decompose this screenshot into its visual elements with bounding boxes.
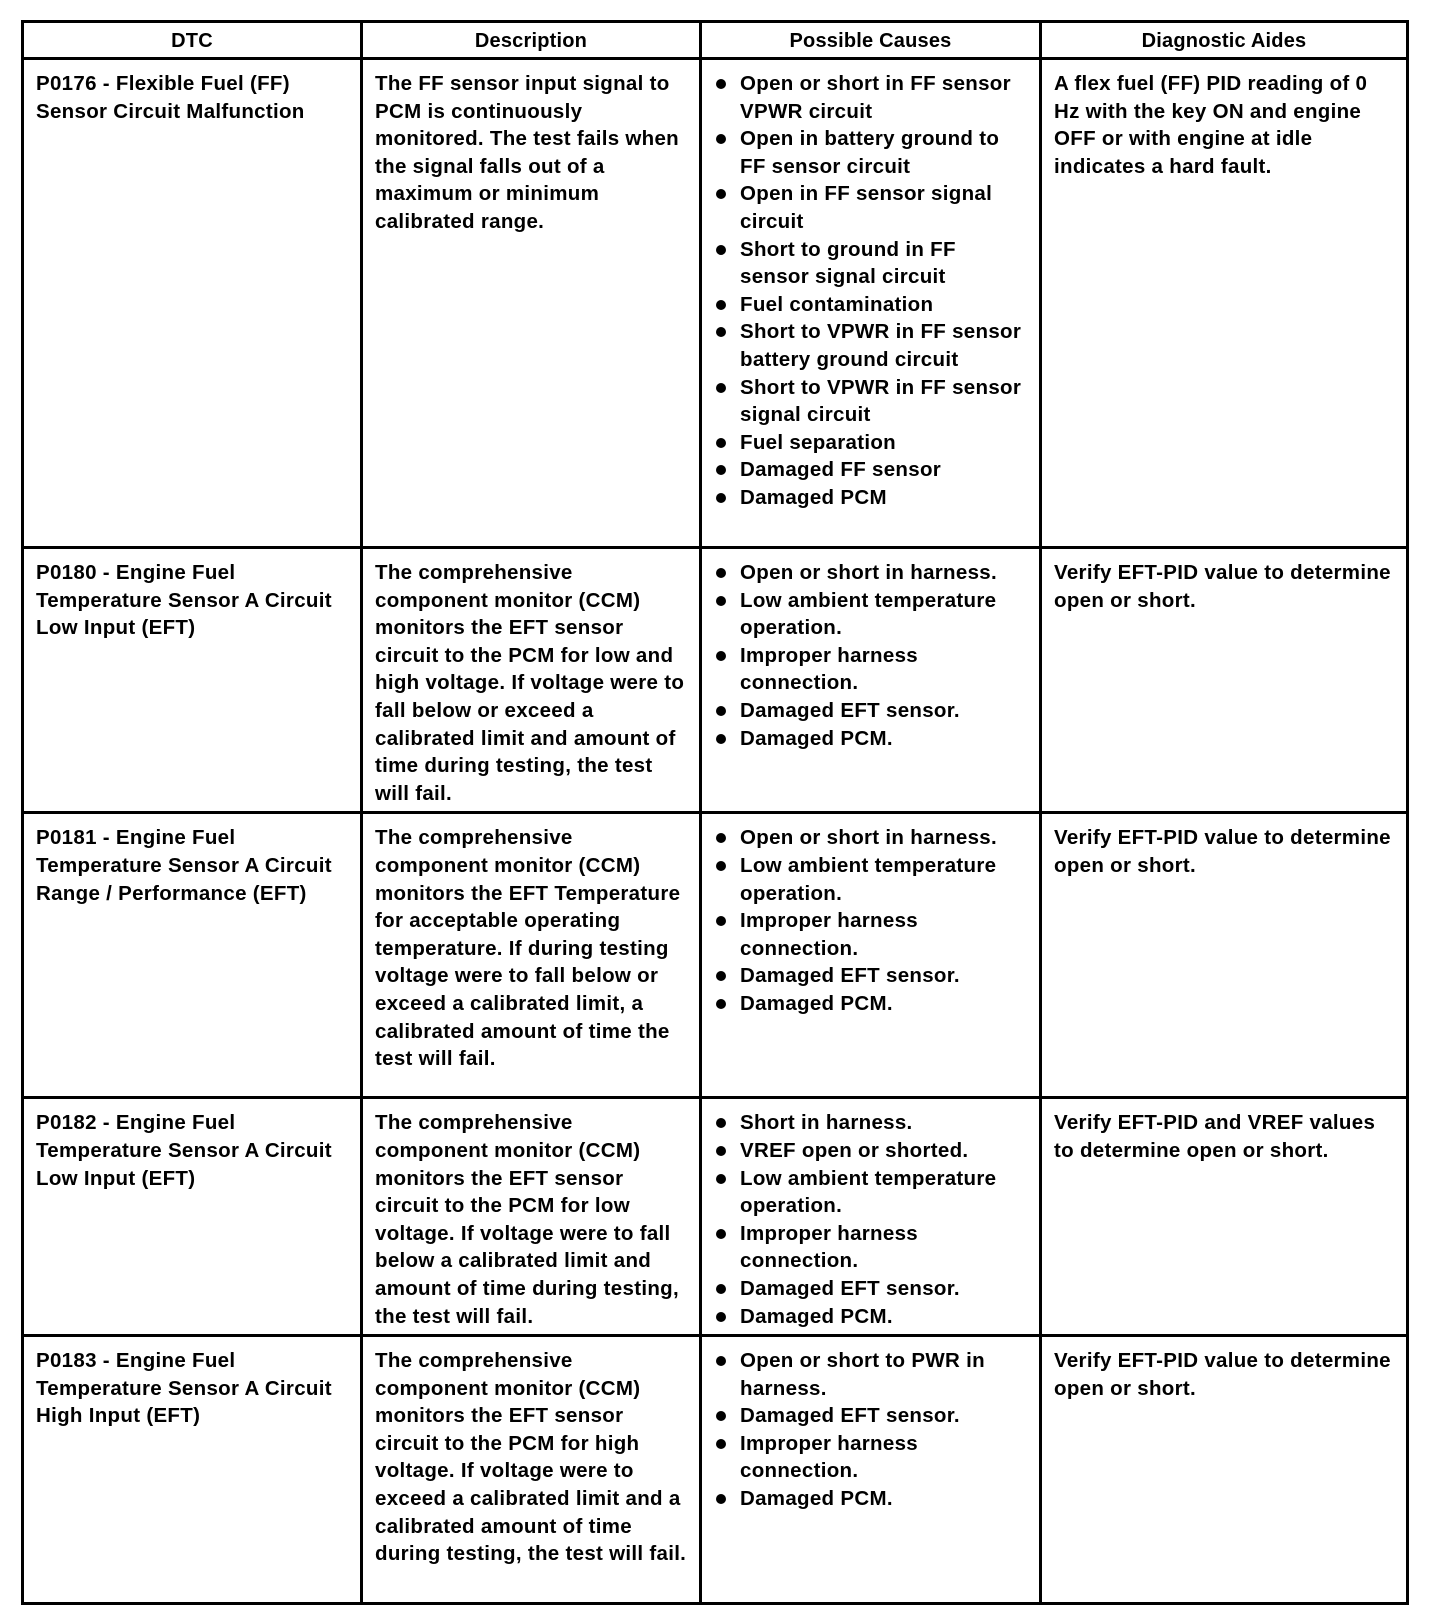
cause-text: Short in harness. bbox=[740, 1111, 913, 1135]
diagnostic-aides-cell: Verify EFT-PID value to determine open or short. bbox=[1041, 1336, 1408, 1604]
cause-item bbox=[714, 125, 1029, 180]
cause-item bbox=[714, 291, 1029, 319]
cause-text: Low ambient temperature operation. bbox=[740, 588, 997, 640]
bullet-icon bbox=[716, 1356, 726, 1366]
cause-text: Damaged EFT sensor. bbox=[740, 698, 960, 722]
cause-text: Damaged EFT sensor. bbox=[740, 964, 960, 988]
dtc-code-cell: P0176 - Flexible Fuel (FF) Sensor Circuit Malfunction bbox=[23, 59, 362, 548]
cause-item bbox=[714, 559, 1029, 587]
cause-item bbox=[714, 180, 1029, 235]
description-cell: The comprehensive component monitor (CCM) monitors the EFT sensor circuit to the PCM for low and high voltage. If voltage were to fall below or exceed a calibrated limit and amount of time during testing, the test will fail. bbox=[362, 548, 701, 813]
description-cell: The comprehensive component monitor (CCM) monitors the EFT sensor circuit to the PCM for low voltage. If voltage were to fall below a calibrated limit and amount of time during testing, the test will fail. bbox=[362, 1098, 701, 1336]
bullet-icon bbox=[716, 465, 726, 475]
bullet-icon bbox=[716, 651, 726, 661]
cause-item bbox=[714, 1275, 1029, 1303]
table-body bbox=[23, 59, 1408, 1604]
cause-item bbox=[714, 1402, 1029, 1430]
bullet-icon bbox=[716, 999, 726, 1009]
cause-text: Improper harness connection. bbox=[740, 909, 918, 960]
bullet-icon bbox=[716, 1439, 726, 1449]
bullet-icon bbox=[716, 189, 726, 199]
possible-causes-cell bbox=[701, 548, 1041, 813]
bullet-icon bbox=[716, 1229, 726, 1239]
cause-text: Fuel separation bbox=[740, 430, 897, 454]
table-row bbox=[23, 813, 1408, 1098]
cause-item bbox=[714, 1347, 1029, 1402]
cause-text: Damaged FF sensor bbox=[740, 458, 942, 482]
cause-list bbox=[714, 559, 1029, 752]
cause-list bbox=[714, 1347, 1029, 1513]
header-possible-causes: Possible Causes bbox=[701, 22, 1041, 59]
cause-text: Improper harness connection. bbox=[740, 1221, 918, 1273]
description-cell: The comprehensive component monitor (CCM) monitors the EFT sensor circuit to the PCM for high voltage. If voltage were to exceed a calibrated limit and a calibrated amount of time during testing, the test will fail. bbox=[362, 1336, 701, 1604]
bullet-icon bbox=[716, 861, 726, 871]
possible-causes-cell bbox=[701, 59, 1041, 548]
diagnostic-aides-cell: Verify EFT-PID value to determine open or short. bbox=[1041, 813, 1408, 1098]
cause-item bbox=[714, 70, 1029, 125]
cause-item bbox=[714, 1109, 1029, 1137]
bullet-icon bbox=[716, 245, 726, 255]
bullet-icon bbox=[716, 300, 726, 310]
cause-text: Damaged PCM. bbox=[740, 726, 893, 750]
cause-text: Open in FF sensor signal circuit bbox=[740, 182, 993, 233]
table-row bbox=[23, 548, 1408, 813]
cause-item bbox=[714, 587, 1029, 642]
bullet-icon bbox=[716, 383, 726, 393]
diagnostic-aides-cell: A flex fuel (FF) PID reading of 0 Hz with the key ON and engine OFF or with engine at idle indicates a hard fault. bbox=[1041, 59, 1408, 548]
cause-text: Low ambient temperature operation. bbox=[740, 1166, 997, 1218]
bullet-icon bbox=[716, 1494, 726, 1504]
table-header-row bbox=[23, 22, 1408, 59]
cause-item bbox=[714, 484, 1029, 512]
dtc-code-cell: P0181 - Engine Fuel Temperature Sensor A Circuit Range / Performance (EFT) bbox=[23, 813, 362, 1098]
possible-causes-cell bbox=[701, 813, 1041, 1098]
possible-causes-cell bbox=[701, 1336, 1041, 1604]
diagnostic-aides-cell: Verify EFT-PID value to determine open or short. bbox=[1041, 548, 1408, 813]
bullet-icon bbox=[716, 1284, 726, 1294]
cause-item bbox=[714, 1430, 1029, 1485]
header-diagnostic-aides: Diagnostic Aides bbox=[1041, 22, 1408, 59]
cause-item bbox=[714, 456, 1029, 484]
bullet-icon bbox=[716, 1312, 726, 1322]
bullet-icon bbox=[716, 1146, 726, 1156]
cause-text: Short to VPWR in FF sensor signal circuit bbox=[740, 375, 1022, 427]
cause-item bbox=[714, 852, 1029, 907]
cause-item bbox=[714, 318, 1029, 373]
table-row bbox=[23, 59, 1408, 548]
cause-item bbox=[714, 725, 1029, 753]
cause-item bbox=[714, 962, 1029, 990]
cause-text: Open or short in FF sensor VPWR circuit bbox=[740, 72, 1011, 123]
cause-list bbox=[714, 1109, 1029, 1330]
cause-text: Low ambient temperature operation. bbox=[740, 853, 997, 905]
bullet-icon bbox=[716, 706, 726, 716]
bullet-icon bbox=[716, 438, 726, 448]
cause-text: Improper harness connection. bbox=[740, 1431, 918, 1483]
cause-text: Open or short to PWR in harness. bbox=[740, 1349, 985, 1400]
description-cell: The comprehensive component monitor (CCM) monitors the EFT Temperature for acceptable operating temperature. If during testing voltage were to fall below or exceed a calibrated limit, a calibrated amount of time the test will fail. bbox=[362, 813, 701, 1098]
cause-item bbox=[714, 1485, 1029, 1513]
diagnostic-aides-cell: Verify EFT-PID and VREF values to determine open or short. bbox=[1041, 1098, 1408, 1336]
cause-text: Damaged PCM. bbox=[740, 1487, 893, 1511]
cause-item bbox=[714, 824, 1029, 852]
cause-item bbox=[714, 429, 1029, 457]
header-description: Description bbox=[362, 22, 701, 59]
cause-text: Damaged PCM. bbox=[740, 991, 893, 1015]
cause-item bbox=[714, 642, 1029, 697]
bullet-icon bbox=[716, 568, 726, 578]
cause-item bbox=[714, 1220, 1029, 1275]
bullet-icon bbox=[716, 1118, 726, 1128]
cause-text: Damaged EFT sensor. bbox=[740, 1404, 960, 1428]
dtc-code-cell: P0183 - Engine Fuel Temperature Sensor A Circuit High Input (EFT) bbox=[23, 1336, 362, 1604]
bullet-icon bbox=[716, 327, 726, 337]
bullet-icon bbox=[716, 971, 726, 981]
cause-text: Damaged EFT sensor. bbox=[740, 1276, 960, 1300]
cause-item bbox=[714, 236, 1029, 291]
cause-text: Open in battery ground to FF sensor circuit bbox=[740, 127, 1000, 178]
cause-item bbox=[714, 1165, 1029, 1220]
cause-item bbox=[714, 374, 1029, 429]
cause-text: Short to VPWR in FF sensor battery ground circuit bbox=[740, 320, 1022, 371]
cause-text: Damaged PCM bbox=[740, 485, 887, 509]
cause-text: VREF open or shorted. bbox=[740, 1138, 969, 1162]
header-dtc: DTC bbox=[23, 22, 362, 59]
cause-list bbox=[714, 70, 1029, 512]
cause-item bbox=[714, 1137, 1029, 1165]
bullet-icon bbox=[716, 1174, 726, 1184]
cause-item bbox=[714, 1303, 1029, 1331]
bullet-icon bbox=[716, 734, 726, 744]
description-cell: The FF sensor input signal to PCM is continuously monitored. The test fails when the signal falls out of a maximum or minimum calibrated range. bbox=[362, 59, 701, 548]
dtc-code-cell: P0180 - Engine Fuel Temperature Sensor A Circuit Low Input (EFT) bbox=[23, 548, 362, 813]
bullet-icon bbox=[716, 134, 726, 144]
cause-text: Damaged PCM. bbox=[740, 1304, 893, 1328]
cause-item bbox=[714, 990, 1029, 1018]
cause-text: Short to ground in FF sensor signal circuit bbox=[740, 237, 956, 289]
cause-text: Fuel contamination bbox=[740, 292, 934, 316]
table-row bbox=[23, 1098, 1408, 1336]
dtc-table bbox=[21, 20, 1409, 1605]
cause-list bbox=[714, 824, 1029, 1017]
bullet-icon bbox=[716, 79, 726, 89]
dtc-code-cell: P0182 - Engine Fuel Temperature Sensor A Circuit Low Input (EFT) bbox=[23, 1098, 362, 1336]
table-row bbox=[23, 1336, 1408, 1604]
cause-text: Open or short in harness. bbox=[740, 826, 997, 850]
cause-text: Improper harness connection. bbox=[740, 643, 918, 695]
bullet-icon bbox=[716, 596, 726, 606]
possible-causes-cell bbox=[701, 1098, 1041, 1336]
cause-text: Open or short in harness. bbox=[740, 561, 997, 584]
bullet-icon bbox=[716, 833, 726, 843]
bullet-icon bbox=[716, 493, 726, 503]
cause-item bbox=[714, 697, 1029, 725]
bullet-icon bbox=[716, 1411, 726, 1421]
bullet-icon bbox=[716, 916, 726, 926]
cause-item bbox=[714, 907, 1029, 962]
